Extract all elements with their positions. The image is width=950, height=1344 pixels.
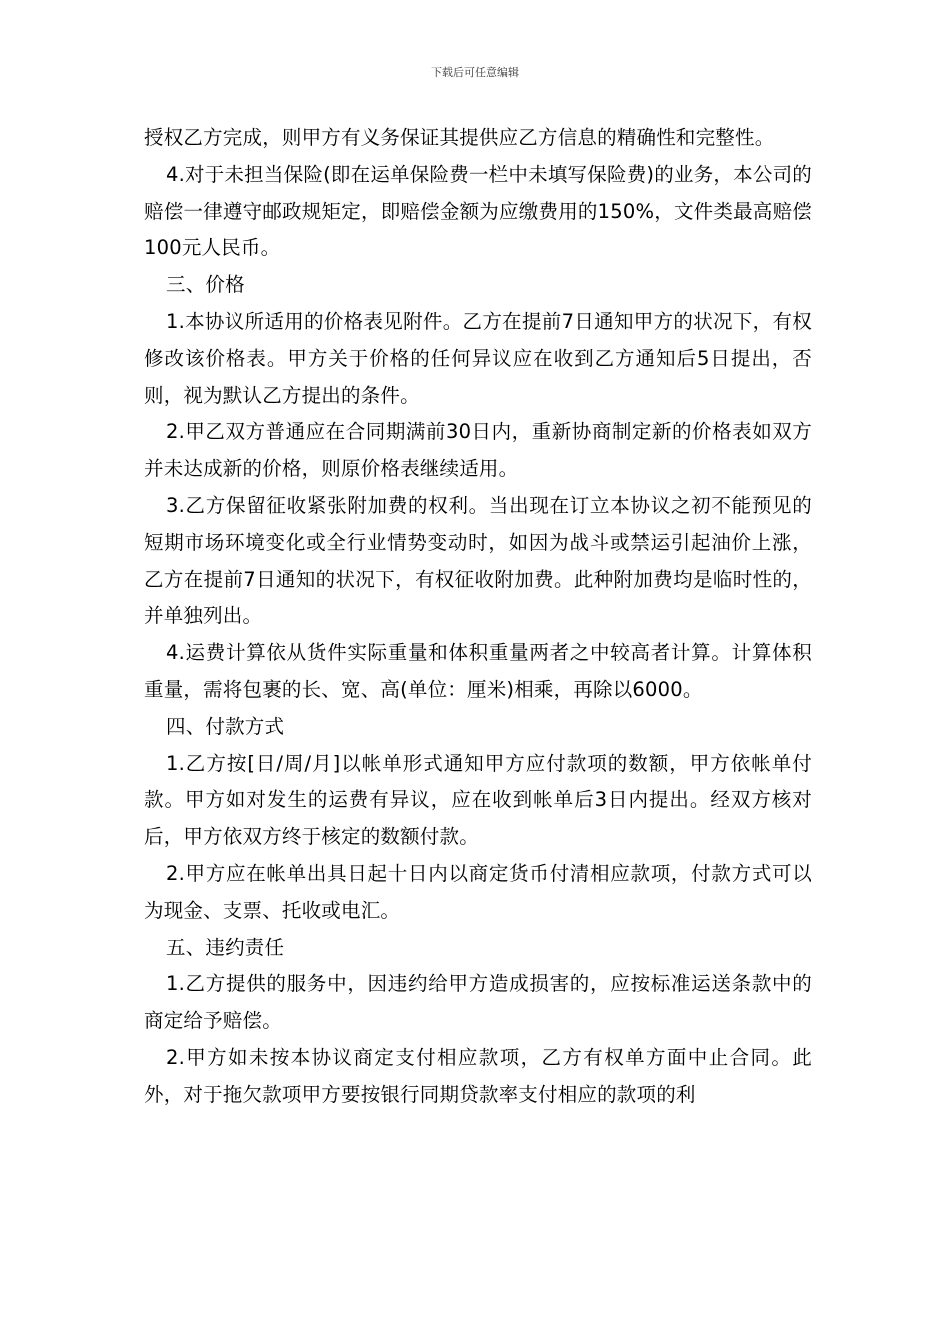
paragraph: 2.甲方应在帐单出具日起十日内以商定货币付清相应款项，付款方式可以为现金、支票、托收或电汇。 <box>144 861 812 922</box>
paragraph: 1.乙方提供的服务中，因违约给甲方造成损害的，应按标准运送条款中的商定给予赔偿。 <box>144 972 812 1033</box>
paragraph: 3.乙方保留征收紧张附加费的权利。当出现在订立本协议之初不能预见的短期市场环境变化或全行业情势变动时，如因为战斗或禁运引起油价上涨，乙方在提前7日通知的状况下，有权征收附加费。此种附加费均是临时性的，并单独列出。 <box>144 493 812 628</box>
paragraph: 2.甲方如未按本协议商定支付相应款项，乙方有权单方面中止合同。此外，对于拖欠款项甲方要按银行同期贷款率支付相应的款项的利 <box>144 1045 812 1106</box>
paragraph: 2.甲乙双方普通应在合同期满前30日内，重新协商制定新的价格表如双方并未达成新的价格，则原价格表继续适用。 <box>144 420 812 481</box>
paragraph: 4.运费计算依从货件实际重量和体积重量两者之中较高者计算。计算体积重量，需将包裹的长、宽、高(单位：厘米)相乘，再除以6000。 <box>144 641 812 701</box>
section-heading: 五、违约责任 <box>166 935 285 959</box>
paragraph: 授权乙方完成，则甲方有义务保证其提供应乙方信息的精确性和完整性。 <box>144 126 775 149</box>
section-heading: 四、付款方式 <box>166 714 285 738</box>
section-heading: 三、价格 <box>166 273 245 297</box>
paragraph: 1.乙方按[日/周/月]以帐单形式通知甲方应付款项的数额，甲方依帐单付款。甲方如对发生的运费有异议，应在收到帐单后3日内提出。经双方核对后，甲方依双方终于核定的数额付款。 <box>144 751 812 849</box>
paragraph: 1.本协议所适用的价格表见附件。乙方在提前7日通知甲方的状况下，有权修改该价格表。甲方关于价格的任何异议应在收到乙方通知后5日提出，否则，视为默认乙方提出的条件。 <box>144 309 812 407</box>
document-body <box>144 120 812 1114</box>
paragraph: 4.对于未担当保险(即在运单保险费一栏中未填写保险费)的业务，本公司的赔偿一律遵守邮政规矩定，即赔偿金额为应缴费用的150%，文件类最高赔偿100元人民币。 <box>144 162 812 260</box>
header-note: 下载后可任意编辑 <box>431 66 519 79</box>
